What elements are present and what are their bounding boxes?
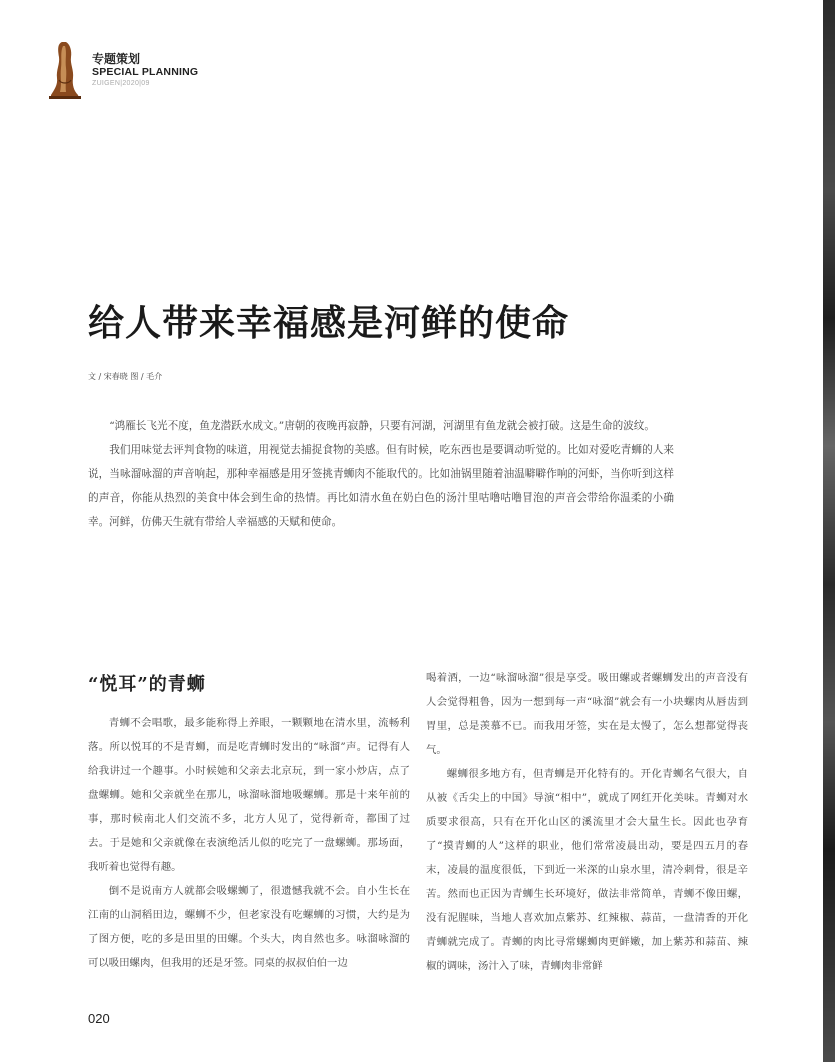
body-paragraph: 青蛳不会唱歌，最多能称得上养眼，一颗颗地在清水里，流畅利落。所以悦耳的不是青蛳，而是吃青蛳时发出的“咏溜”声。记得有人给我讲过一个趣事。小时候她和父亲去北京玩，到一家小炒店，点了盘螺蛳。她和父亲就坐在那儿，咏溜咏溜地吸螺蛳。那是十来年前的事，那时候南北人们交流不多，北方人见了，觉得新奇，都围了过去。于是她和父亲就像在表演绝活儿似的吃完了一盘螺蛳。那场面，我听着也觉得有趣。 [88, 717, 410, 873]
body-paragraph: 螺蛳很多地方有，但青蛳是开化特有的。开化青蛳名气很大，自从被《舌尖上的中国》导演“相中”，就成了网红开化美味。青蛳对水质要求很高，只有在开化山区的溪流里才会大量生长。因此也孕育了“摸青蛳的人”这样的职业，他们常常凌晨出动，要是四五月的春末，凌晨的温度很低，下到近一米深的山泉水里，清冷刺骨，很是辛苦。然而也正因为青蛳生长环境好，做法非常简单，青蛳不像田螺，没有泥腥味，当地人喜欢加点紫苏、红辣椒、蒜苗，一盘清香的开化青蛳就完成了。青蛳的肉比寻常螺蛳肉更鲜嫩，加上紫苏和蒜苗、辣椒的调味，汤汁入了味，青蛳肉非常鲜 [426, 768, 748, 972]
intro [88, 414, 674, 534]
body-column-right [426, 666, 748, 978]
section-label-english: SPECIAL PLANNING [92, 66, 199, 78]
article-title: 给人带来幸福感是河鲜的使命 [88, 302, 570, 344]
byline: 文 / 宋春晓 图 / 毛介 [88, 372, 163, 381]
intro-paragraph: 我们用味觉去评判食物的味道，用视觉去捕捉食物的美感。但有时候，吃东西也是要调动听觉的。比如对爱吃青蛳的人来说，当咏溜咏溜的声音响起，那种幸福感是用牙签挑青蛳肉不能取代的。比如油锅里随着油温噼噼作响的河虾，当你听到这样的声音，你能从热烈的美食中体会到生命的热情。再比如清水鱼在奶白色的汤汁里咕噜咕噜冒泡的声音会带给你温柔的小确幸。河鲜，仿佛天生就有带给人幸福感的天赋和使命。 [88, 444, 674, 528]
section-label-chinese: 专题策划 [92, 52, 141, 66]
photo-edge [823, 0, 835, 1062]
body-paragraph: 倒不是说南方人就都会吸螺蛳了，很遗憾我就不会。自小生长在江南的山洞稻田边，螺蛳不少，但老家没有吃螺蛳的习惯，大约是为了图方便，吃的多是田里的田螺。个头大，肉自然也多。咏溜咏溜的可以吸田螺肉，但我用的还是牙签。同桌的叔叔伯伯一边 [88, 885, 410, 969]
page-number: 020 [88, 1011, 110, 1026]
issue-code: ZUIGEN|2020|09 [92, 80, 150, 87]
intro-paragraph: “鸿雁长飞光不度，鱼龙潜跃水成文。”唐朝的夜晚再寂静，只要有河湖，河湖里有鱼龙就会被打破。这是生命的波纹。 [109, 420, 655, 432]
body-paragraph: 喝着酒，一边“咏溜咏溜”很是享受。吸田螺或者螺蛳发出的声音没有人会觉得粗鲁，因为一想到每一声“咏溜”就会有一小块螺肉从唇齿到胃里，总是羡慕不已。而我用牙签，实在是太慢了，怎么想都觉得丧气。 [426, 672, 748, 756]
root-carving-logo-icon [48, 40, 82, 100]
section-heading: “悦耳”的青蛳 [88, 674, 206, 695]
body-column-left [88, 711, 410, 975]
